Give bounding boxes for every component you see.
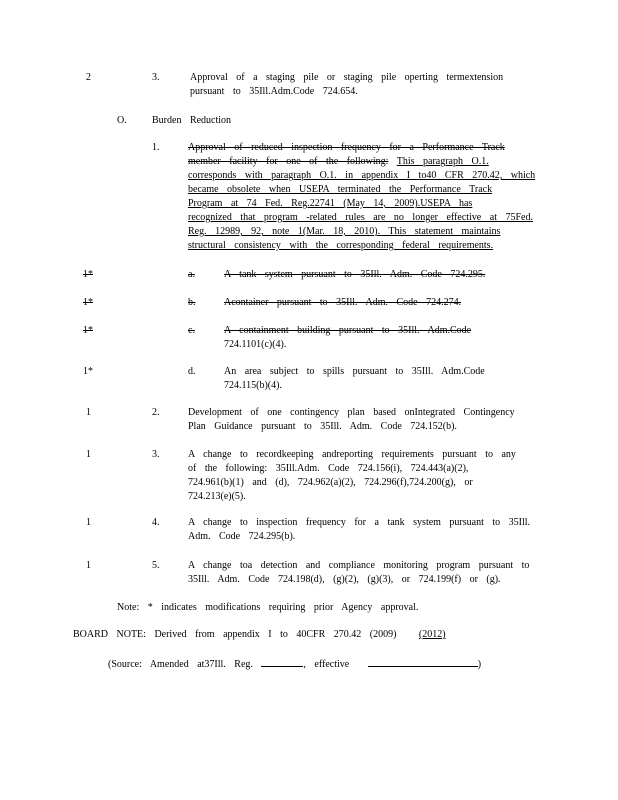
underlined-text-line: Program at 74 Fed. Reg.22741 (May 14, 2009).USEPA has bbox=[188, 198, 473, 209]
effective-date-blank bbox=[368, 656, 478, 667]
row-class: 1* bbox=[83, 297, 93, 308]
item-text-line: of the following: 35Ill.Adm. Code 724.156(i), 724.443(a)(2), bbox=[188, 463, 469, 474]
struck-text-line: A containment building pursuant to 35Ill. Adm.Code bbox=[224, 325, 472, 336]
row-class: 2 bbox=[86, 72, 91, 83]
row-class: 1 bbox=[86, 560, 91, 571]
source-prefix: (Source: Amended at37Ill. Reg. bbox=[108, 659, 253, 670]
item-number: 5. bbox=[152, 560, 160, 571]
source-end: ) bbox=[477, 659, 482, 670]
item-text-line: 35Ill. Adm. Code 724.198(d), (g)(2), (g)(3), or 724.199(f) or (g). bbox=[188, 574, 501, 585]
section-letter: O. bbox=[117, 115, 127, 126]
item-text-line: A change to inspection frequency for a tank system pursuant to 35Ill. bbox=[188, 517, 531, 528]
item-number: 3. bbox=[152, 72, 160, 83]
item-letter: a. bbox=[188, 269, 195, 280]
struck-text-line: Approval of reduced inspection frequency for a Performance Track bbox=[188, 142, 505, 153]
underlined-text-line: Reg. 12989, 92, note 1(Mar. 18, 2010). This statement maintains bbox=[188, 226, 501, 237]
row-class: 1* bbox=[83, 269, 93, 280]
item-text-line: A change to recordkeeping andreporting requirements pursuant to any bbox=[188, 449, 516, 460]
board-note bbox=[73, 628, 466, 642]
item-text-line: Development of one contingency plan based onIntegrated Contingency bbox=[188, 407, 515, 418]
row-class: 1 bbox=[86, 449, 91, 460]
struck-text: member facility for one of the following: bbox=[188, 156, 389, 167]
item-number: 3. bbox=[152, 449, 160, 460]
item-text-line: Approval of a staging pile or staging pile operting termextension bbox=[190, 72, 504, 83]
item-text-line: 724.213(e)(5). bbox=[188, 491, 246, 502]
item-text-line: A change toa detection and compliance monitoring program pursuant to bbox=[188, 560, 530, 571]
struck-text-line bbox=[188, 155, 489, 169]
board-note-year: (2012) bbox=[418, 629, 446, 640]
underlined-text-line: structural consistency with the corresponding federal requirements. bbox=[188, 240, 494, 251]
struck-text-line: A tank system pursuant to 35Ill. Adm. Code 724.295. bbox=[224, 269, 486, 280]
footnote: Note: * indicates modifications requiring prior Agency approval. bbox=[117, 602, 419, 613]
item-letter: c. bbox=[188, 325, 195, 336]
board-note-text: BOARD NOTE: Derived from appendix I to 40CFR 270.42 (2009) bbox=[73, 629, 397, 640]
row-class: 1 bbox=[86, 407, 91, 418]
register-blank bbox=[261, 656, 303, 667]
underlined-text-line: became obsolete when USEPA terminated the Performance Track bbox=[188, 184, 493, 195]
item-number: 2. bbox=[152, 407, 160, 418]
item-text-line: Plan Guidance pursuant to 35Ill. Adm. Code 724.152(b). bbox=[188, 421, 457, 432]
item-text-line: An area subject to spills pursuant to 35Ill. Adm.Code bbox=[224, 366, 485, 377]
item-number: 1. bbox=[152, 142, 160, 153]
underlined-text: This paragraph O.1. bbox=[396, 156, 489, 167]
item-text-line: 724.115(b)(4). bbox=[224, 380, 282, 391]
item-letter: d. bbox=[188, 366, 196, 377]
item-text-line: 724.961(b)(1) and (d), 724.962(a)(2), 724.296(f),724.200(g), or bbox=[188, 477, 473, 488]
item-text-line: Adm. Code 724.295(b). bbox=[188, 531, 296, 542]
source-line bbox=[108, 656, 481, 672]
item-text-line: pursuant to 35Ill.Adm.Code 724.654. bbox=[190, 86, 358, 97]
item-text-line: 724.1101(c)(4). bbox=[224, 339, 287, 350]
source-mid: , effective bbox=[303, 659, 350, 670]
section-title: Burden Reduction bbox=[152, 115, 232, 126]
item-letter: b. bbox=[188, 297, 196, 308]
item-number: 4. bbox=[152, 517, 160, 528]
struck-text-line: Acontainer pursuant to 35Ill. Adm. Code 724.274. bbox=[224, 297, 462, 308]
row-class: 1* bbox=[83, 325, 93, 336]
row-class: 1* bbox=[83, 366, 93, 377]
row-class: 1 bbox=[86, 517, 91, 528]
underlined-text-line: recognized that program -related rules are no longer effective at 75Fed. bbox=[188, 212, 533, 223]
underlined-text-line: corresponds with paragraph O.1. in appendix I to40 CFR 270.42, which bbox=[188, 170, 536, 181]
